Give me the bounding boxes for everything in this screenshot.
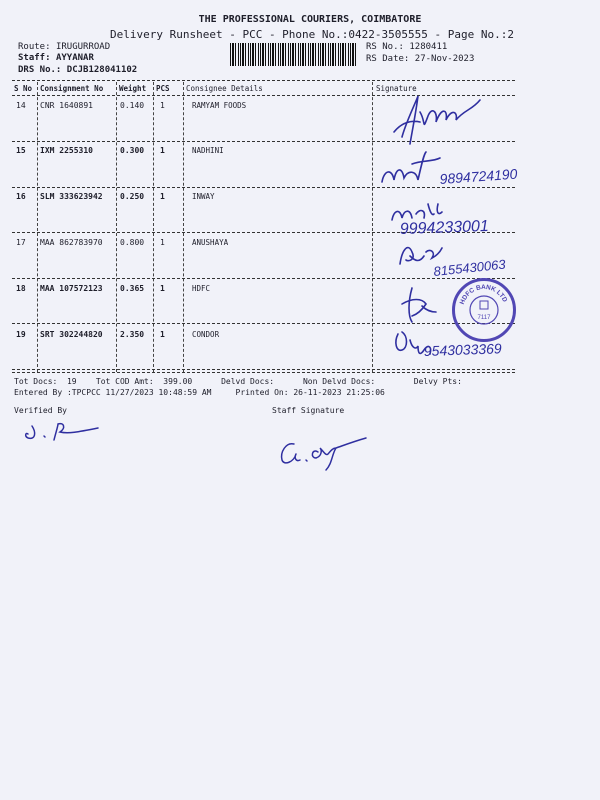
row-consignment: MAA 862783970: [40, 238, 103, 247]
handwritten-phone: 8155430063: [432, 256, 507, 279]
row-consignee: CONDOR: [192, 330, 220, 339]
row-consignment: SLM 333623942: [40, 192, 103, 201]
signature-scribble: [382, 152, 440, 182]
row-consignee: ANUSHAYA: [192, 238, 229, 247]
handwritten-phone: 9543033369: [423, 340, 502, 359]
signature-scribble: [394, 96, 480, 144]
signature-scribble: [392, 204, 442, 220]
handwritten-phone: 9994233001: [399, 217, 490, 238]
row-consignment: IXM 2255310: [40, 146, 93, 155]
row-consignment: CNR 1640891: [40, 101, 93, 110]
staff-row: [18, 53, 94, 63]
hdfc-stamp: [452, 278, 516, 342]
row-weight: 0.800: [120, 238, 145, 247]
staff-value: AYYANAR: [55, 53, 94, 63]
row-pcs: 1: [160, 330, 165, 339]
rs-no-label: RS No.:: [366, 42, 404, 52]
entered-printed-line: Entered By :TPCPCC 11/27/2023 10:48:59 AM Printed On: 26-11-2023 21:25:06: [14, 388, 385, 397]
staff-label: Staff:: [18, 53, 51, 63]
row-consignee: HDFC: [192, 284, 211, 293]
row-pcs: 1: [160, 238, 165, 247]
row-pcs: 1: [160, 192, 165, 201]
route-row: [18, 42, 110, 52]
col-signature: Signature: [376, 84, 417, 93]
company-title: THE PROFESSIONAL COURIERS, COIMBATORE: [198, 14, 422, 25]
barcode: [230, 43, 358, 66]
stamp-svg: [455, 281, 513, 339]
rs-date-value: 27-Nov-2023: [414, 54, 475, 64]
stamp-bank-name: HDFC BANK LTD: [458, 283, 509, 306]
signature-scribble: [402, 288, 436, 322]
svg-text:HDFC BANK LTD: [459, 284, 508, 306]
col-weight: Weight: [119, 84, 147, 93]
row-sno: 18: [16, 284, 26, 293]
stamp-branch-code: 7117: [477, 315, 491, 321]
rs-no-value: 1280411: [409, 42, 448, 52]
row-pcs: 1: [160, 101, 165, 110]
drs-value: DCJB128041102: [66, 65, 138, 75]
row-weight: 2.350: [120, 330, 145, 339]
row-sno: 15: [16, 146, 26, 155]
row-consignment: MAA 107572123: [40, 284, 103, 293]
signature-scribble: [400, 248, 442, 264]
rs-date-row: [366, 54, 474, 64]
col-consignment: Consignment No: [40, 84, 104, 93]
row-weight: 0.365: [120, 284, 145, 293]
row-weight: 0.140: [120, 101, 145, 110]
col-pcs: PCS: [156, 84, 170, 93]
row-sno: 19: [16, 330, 26, 339]
handwritten-phone: 9894724190: [439, 165, 518, 187]
drs-row: [18, 65, 137, 75]
route-label: Route:: [18, 42, 51, 52]
runsheet-subtitle: Delivery Runsheet - PCC - Phone No.:0422-3505555 - Page No.:2: [110, 28, 514, 41]
col-sno: S No: [14, 84, 33, 93]
row-weight: 0.300: [120, 146, 145, 155]
table-bottom-rule: [12, 372, 515, 373]
row-consignee: INWAY: [192, 192, 215, 201]
table-top-rule: [12, 80, 515, 81]
rs-no-row: [366, 42, 447, 52]
staff-signature-label: Staff Signature: [272, 406, 345, 415]
row-sno: 14: [16, 101, 26, 110]
verified-by-label: Verified By: [14, 406, 67, 415]
rs-date-label: RS Date:: [366, 54, 410, 64]
row-sno: 17: [16, 238, 26, 247]
verified-by-signature: [18, 418, 118, 448]
row-consignment: SRT 302244820: [40, 330, 103, 339]
col-consignee: Consignee Details: [186, 84, 263, 93]
row-sno: 16: [16, 192, 26, 201]
staff-signature: [272, 434, 382, 474]
drs-label: DRS No.:: [18, 65, 62, 75]
row-pcs: 1: [160, 284, 165, 293]
row-consignee: RAMYAM FOODS: [192, 101, 247, 110]
row-consignee: NADHINI: [192, 146, 224, 155]
row-weight: 0.250: [120, 192, 145, 201]
row-pcs: 1: [160, 146, 165, 155]
route-value: IRUGURROAD: [55, 42, 111, 52]
totals-line: Tot Docs: 19 Tot COD Amt: 399.00 Delvd Docs: Non Delvd Docs: Delvy Pts:: [14, 377, 462, 386]
